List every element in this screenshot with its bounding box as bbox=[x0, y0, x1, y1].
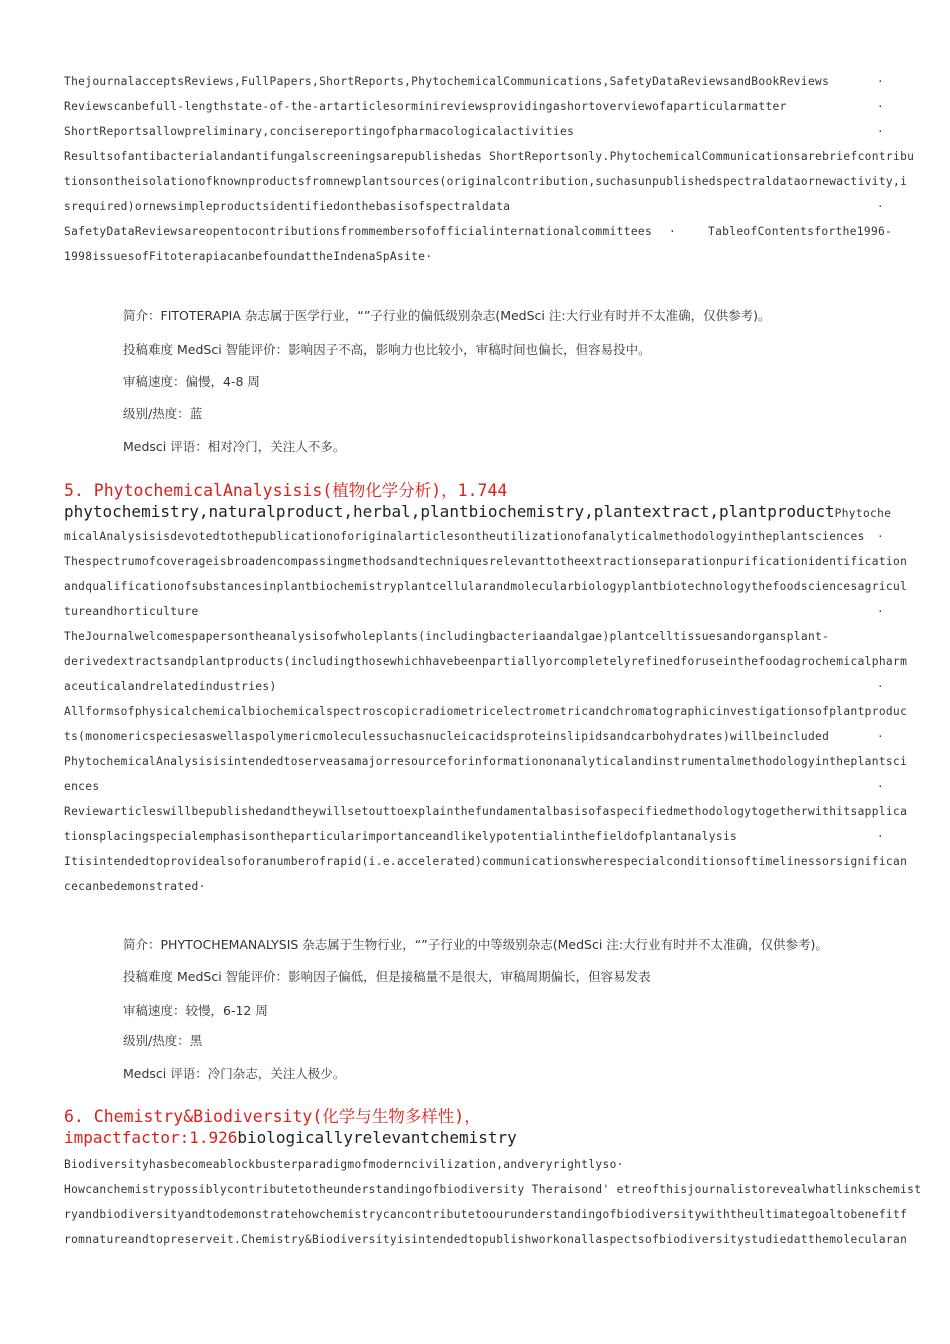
s4-line-3: ShortReportsallowpreliminary,concisereportingofpharmacologicalactivities bbox=[64, 125, 575, 138]
s5-speed: 审稿速度：较慢，6-12 周 bbox=[123, 1003, 268, 1018]
bullet-dot: · bbox=[877, 75, 884, 88]
s5-difficulty: 投稿难度 MedSci 智能评价：影响因子偏低，但是接稿量不是很大，审稿周期偏长，但容易发表 bbox=[123, 969, 651, 984]
s5-line-7: aceuticalandrelatedindustries) bbox=[64, 680, 277, 693]
s5-intro: 简介：PHYTOCHEMANALYSIS 杂志属于生物行业，“”子行业的中等级别杂志(MedSci 注:大行业有时并不太准确，仅供参考)。 bbox=[123, 937, 828, 952]
s6-keywords: biologicallyrelevantchemistry bbox=[237, 1128, 517, 1147]
s5-keywords: phytochemistry,naturalproduct,herbal,plantbiochemistry,plantextract,plantproductPhytoche bbox=[64, 502, 892, 521]
s5-line-1: micalAnalysisisdevotedtothepublicationoforiginalarticlesontheutilizationofanalyticalmethodologyintheplantsciences bbox=[64, 530, 865, 543]
bullet-dot: · bbox=[877, 780, 884, 793]
s4-intro: 简介：FITOTERAPIA 杂志属于医学行业，“”子行业的偏低级别杂志(MedSci 注:大行业有时并不太准确，仅供参考)。 bbox=[123, 308, 771, 323]
s5-line-11: ences bbox=[64, 780, 100, 793]
s5-review: Medsci 评语：冷门杂志，关注人极少。 bbox=[123, 1066, 346, 1081]
s6-impact: impactfactor:1.926 bbox=[64, 1128, 238, 1147]
s5-level: 级别/热度：黑 bbox=[123, 1033, 203, 1048]
bullet-dot: · bbox=[877, 200, 884, 213]
bullet-dot: · bbox=[669, 225, 677, 238]
s4-line-7: SafetyDataReviewsareopentocontributionsfrommembersofofficialinternationalcommittees bbox=[64, 225, 653, 238]
s5-heading: 5. PhytochemicalAnalysisis(植物化学分析)，1.744 bbox=[64, 481, 508, 500]
bullet-dot: · bbox=[877, 125, 884, 138]
s5-line-10: PhytochemicalAnalysisisintendedtoserveasamajorresourceforinformationonanalyticalandinstrumentalmethodologyintheplantsci bbox=[64, 755, 908, 768]
s4-line-7-tail: TableofContentsforthe1996- bbox=[708, 225, 893, 238]
s6-line-2: Howcanchemistrypossiblycontributetotheunderstandingofbiodiversity Theraisond' etreofthisjournalistorevealwhatlinkschemist bbox=[64, 1183, 922, 1196]
s6-line-1: Biodiversityhasbecomeablockbusterparadigmofmoderncivilization,andveryrightlyso· bbox=[64, 1158, 624, 1171]
s5-line-14: Itisintendedtoprovidealsoforanumberofrapid(i.e.accelerated)communicationswherespecialconditionsoftimelinessorsignifican bbox=[64, 855, 908, 868]
s4-line-2: Reviewscanbefull-lengthstate-of-the-artarticlesorminireviewsprovidingashortoverviewofaparticularmatter bbox=[64, 100, 787, 113]
s4-difficulty: 投稿难度 MedSci 智能评价：影响因子不高，影响力也比较小，审稿时间也偏长，但容易投中。 bbox=[123, 342, 651, 357]
s4-line-4: Resultsofantibacterialandantifungalscreeningsarepublishedas ShortReportsonly.PhytochemicalCommunicationsarebriefcontribu bbox=[64, 150, 915, 163]
s5-line-13: tionsplacingspecialemphasisontheparticularimportanceandlikelypotentialinthefieldofplantanalysis bbox=[64, 830, 738, 843]
s5-line-8: Allformsofphysicalchemicalbiochemicalspectroscopicradiometricelectrometricandchromatographicinvestigationsofplantproduc bbox=[64, 705, 908, 718]
bullet-dot: · bbox=[877, 680, 884, 693]
bullet-dot: · bbox=[877, 830, 884, 843]
s6-line-4: romnatureandtopreserveit.Chemistry&Biodiversityisintendedtopublishworkonallaspectsofbiodiversitystudiedatthemolecularan bbox=[64, 1233, 908, 1246]
bullet-dot: · bbox=[877, 530, 884, 543]
s6-line-3: ryandbiodiversityandtodemonstratehowchemistrycancontributetoourunderstandingofbiodiversitywiththeultimategoaltobenefitf bbox=[64, 1208, 908, 1221]
s5-line-5: TheJournalwelcomespapersontheanalysisofwholeplants(includingbacteriaandalgae)plantcelltissuesandorgansplant- bbox=[64, 630, 830, 643]
s5-line-9: ts(monomericspeciesaswellaspolymericmoleculessuchasnucleicacidsproteinslipidsandcarbohydrates)willbeincluded bbox=[64, 730, 830, 743]
s4-line-6: srequired)ornewsimpleproductsidentifiedonthebasisofspectraldata bbox=[64, 200, 511, 213]
s4-speed: 审稿速度：偏慢，4-8 周 bbox=[123, 374, 260, 389]
s5-line-15: cecanbedemonstrated· bbox=[64, 880, 206, 893]
s6-impact-keywords bbox=[64, 1128, 517, 1147]
s5-line-4: tureandhorticulture bbox=[64, 605, 199, 618]
s5-line-3: andqualificationofsubstancesinplantbiochemistryplantcellularandmolecularbiologyplantbiotechnologythefoodsciencesagricul bbox=[64, 580, 908, 593]
bullet-dot: · bbox=[877, 100, 884, 113]
bullet-dot: · bbox=[877, 605, 884, 618]
s4-line-5: tionsontheisolationofknownproductsfromnewplantsources(originalcontribution,suchasunpublishedspectraldataornewactivity,i bbox=[64, 175, 908, 188]
s4-review: Medsci 评语：相对冷门，关注人不多。 bbox=[123, 439, 346, 454]
s5-line-2: Thespectrumofcoverageisbroadencompassingmethodsandtechniquesrelevanttotheextractionseparationpurificationidentification bbox=[64, 555, 908, 568]
s4-line-8: 1998issuesofFitoterapiacanbefoundattheIndenaSpAsite· bbox=[64, 250, 433, 263]
s4-line-1: ThejournalacceptsReviews,FullPapers,ShortReports,PhytochemicalCommunications,SafetyDataReviewsandBookReviews bbox=[64, 75, 830, 88]
s5-line-12: Reviewarticleswillbepublishedandtheywillsetouttoexplainthefundamentalbasisofaspecifiedmethodologytogetherwithitsapplica bbox=[64, 805, 908, 818]
s4-level: 级别/热度：蓝 bbox=[123, 406, 203, 421]
bullet-dot: · bbox=[877, 730, 884, 743]
s5-line-6: derivedextractsandplantproducts(includingthosewhichhavebeenpartiallyorcompletelyrefinedforuseinthefoodagrochemicalpharm bbox=[64, 655, 908, 668]
s6-heading: 6. Chemistry&Biodiversity(化学与生物多样性)， bbox=[64, 1107, 481, 1126]
